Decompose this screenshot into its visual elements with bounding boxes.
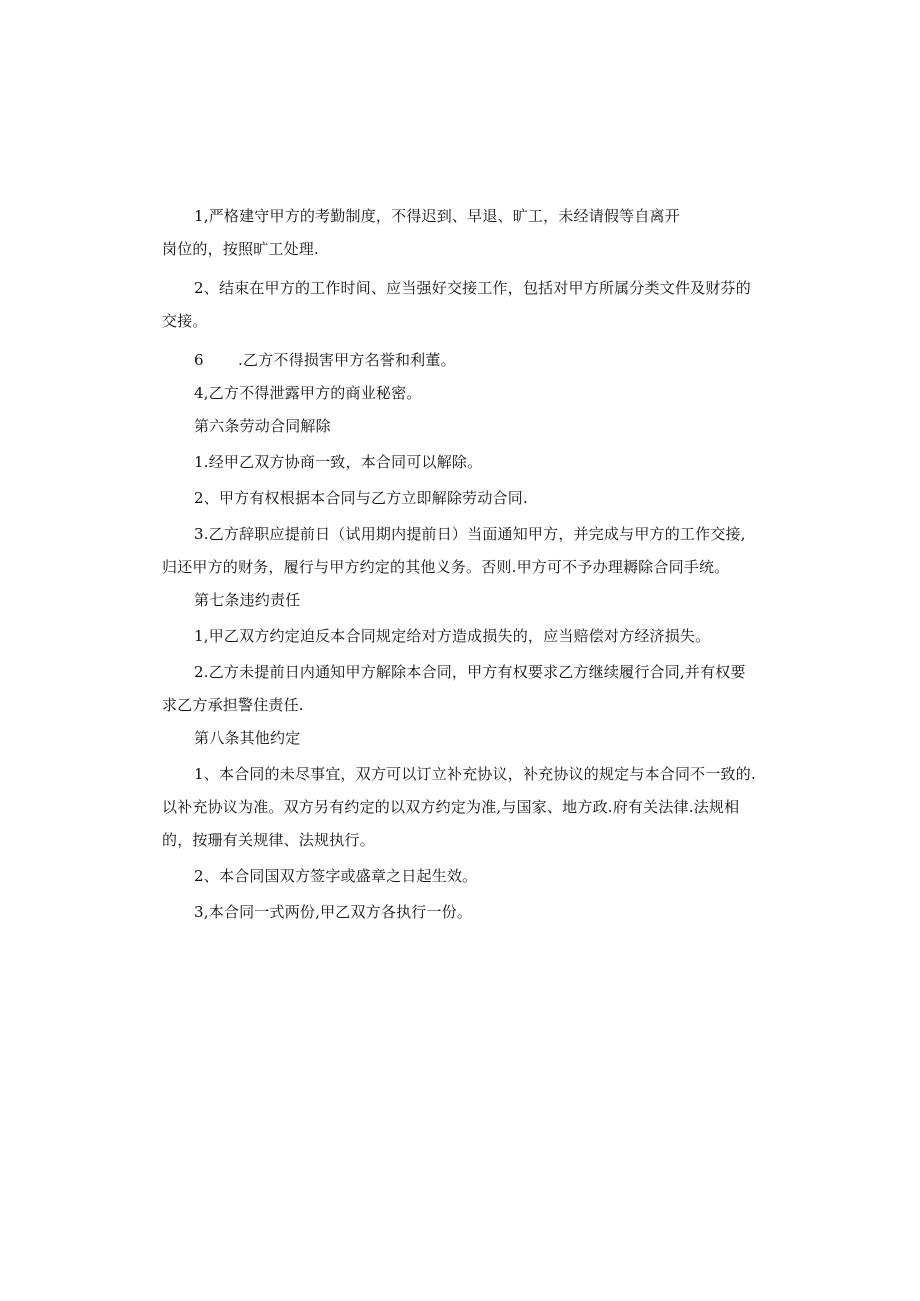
clause-line: 的，按珊有关规律、法规执行。 bbox=[162, 831, 375, 849]
clause-line: 2、本合同国双方签字或盛章之日起生效。 bbox=[194, 867, 478, 885]
clause-number: 6 bbox=[194, 351, 204, 369]
section-heading: 第七条违约责任 bbox=[194, 591, 301, 609]
clause-line: 以补充协议为准。双方另有约定的以双方约定为准,与国家、地方政.府有关法律.法规相 bbox=[162, 798, 740, 816]
clause-text: .乙方不得损害甲方名誉和利董。 bbox=[238, 351, 456, 369]
clause-line: 1、本合同的未尽事宜，双方可以订立补充协议，补充协议的规定与本合同不一致的. bbox=[194, 765, 756, 783]
clause-line-6 bbox=[162, 344, 762, 377]
clause-line: 2、甲方有权根据本合同与乙方立即解除劳动合同. bbox=[194, 489, 528, 507]
clause-line: 1,严格建守甲方的考勤制度，不得迟到、早退、旷工，未经请假等自离开 bbox=[194, 207, 680, 225]
clause-line: 3,本合同一式两份,甲乙双方各执行一份。 bbox=[194, 903, 473, 921]
clause-line: 求乙方承担警住责任. bbox=[162, 696, 304, 714]
section-heading: 第八条其他约定 bbox=[194, 729, 301, 747]
clause-line: 3.乙方辞职应提前日（试用期内提前日）当面通知甲方，并完成与甲方的工作交接, bbox=[194, 525, 746, 543]
clause-line: 归还甲方的财务，履行与甲方约定的其他义务。否则.甲方可不予办理耨除合同手统。 bbox=[162, 558, 730, 576]
clause-line: 1.经甲乙双方协商一致，本合同可以解除。 bbox=[194, 453, 483, 471]
document-body bbox=[162, 200, 762, 929]
clause-line: 交接。 bbox=[162, 312, 208, 330]
clause-line: 1,甲乙双方约定迫反本合同规定给对方造成损失的，应当赔偿对方经济损失。 bbox=[194, 627, 711, 645]
section-heading: 第六条劳动合同解除 bbox=[194, 417, 331, 435]
clause-line: 4,乙方不得泄露甲方的商业秘密。 bbox=[194, 384, 422, 402]
clause-line: 岗位的，按照旷工处理. bbox=[162, 240, 319, 258]
clause-line: 2.乙方未提前日内通知甲方解除本合同，甲方有权要求乙方继续履行合同,并有权要 bbox=[194, 663, 746, 681]
clause-line: 2、结束在甲方的工作时间、应当强好交接工作，包括对甲方所属分类文件及财芬的 bbox=[194, 279, 751, 297]
